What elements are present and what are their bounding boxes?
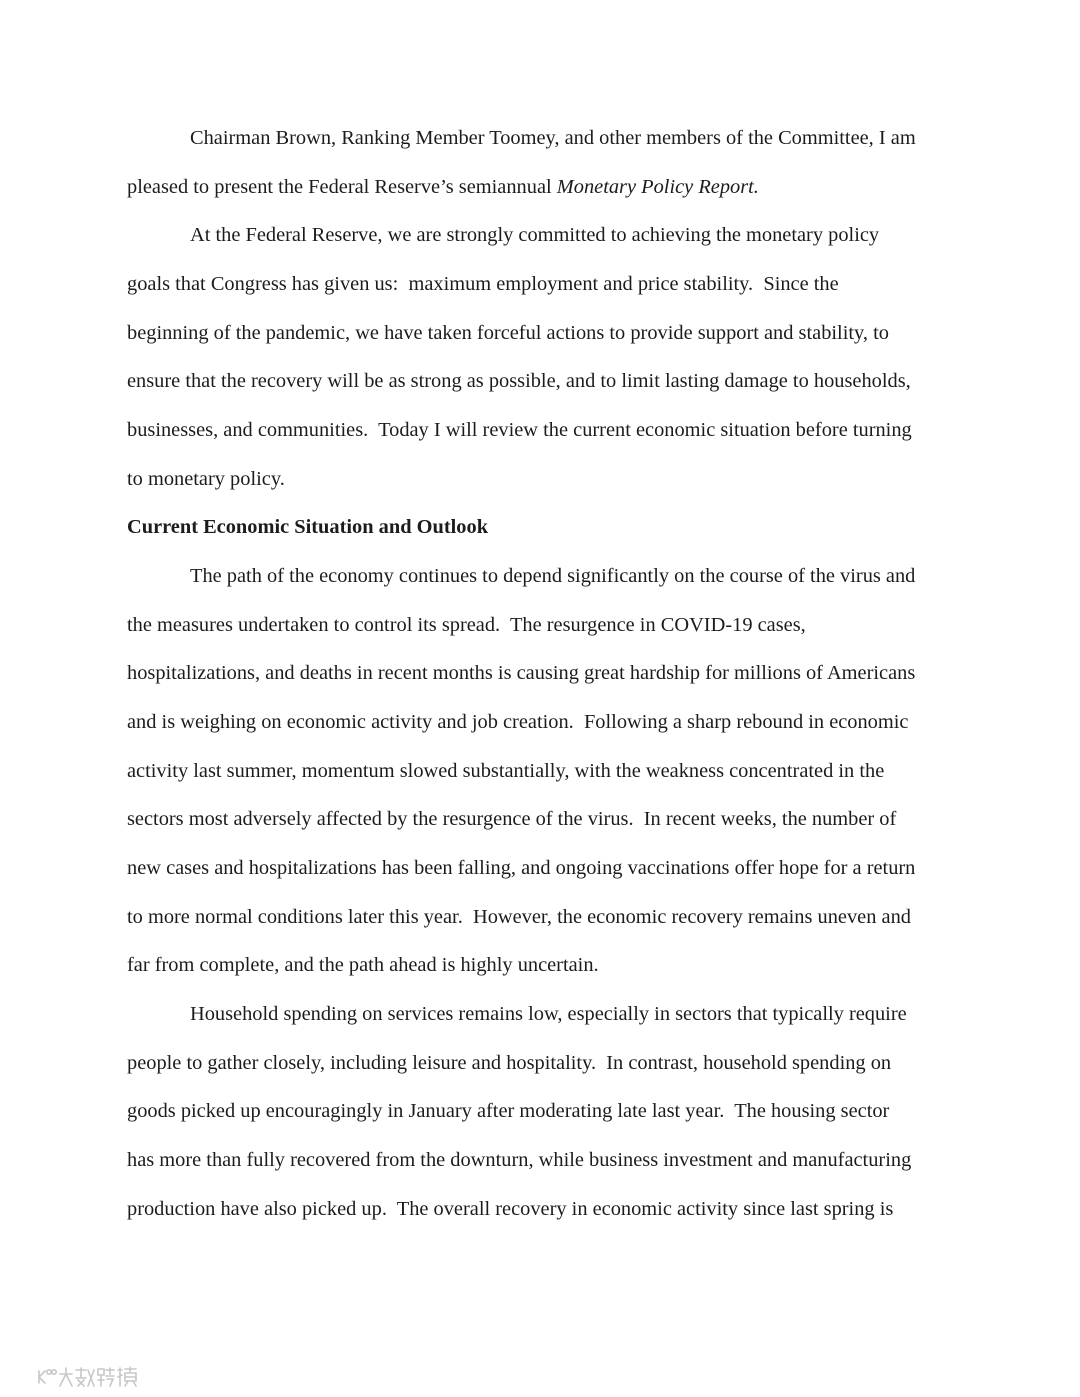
outlook-line: hospitalizations, and deaths in recent months is causing great hardship for millions of Americans bbox=[127, 662, 916, 685]
outlook-line: and is weighing on economic activity and job creation. Following a sharp rebound in economic bbox=[127, 711, 909, 734]
outlook-line: the measures undertaken to control its spread. The resurgence in COVID-19 cases, bbox=[127, 613, 806, 636]
intro-line-2-text: pleased to present the Federal Reserve’s semiannual bbox=[127, 175, 557, 198]
outlook-line: to more normal conditions later this year. However, the economic recovery remains uneven and bbox=[127, 905, 911, 928]
section-heading: Current Economic Situation and Outlook bbox=[127, 516, 489, 539]
outlook-line: activity last summer, momentum slowed substantially, with the weakness concentrated in the bbox=[127, 759, 885, 782]
mandate-line: beginning of the pandemic, we have taken forceful actions to provide support and stability, to bbox=[127, 321, 889, 344]
mandate-line: ensure that the recovery will be as strong as possible, and to limit lasting damage to households, bbox=[127, 370, 911, 393]
intro-line-1: Chairman Brown, Ranking Member Toomey, and other members of the Committee, I am bbox=[190, 127, 916, 149]
spending-line: has more than fully recovered from the downturn, while business investment and manufacturing bbox=[127, 1149, 912, 1172]
spending-line: goods picked up encouragingly in January after moderating late last year. The housing sector bbox=[127, 1100, 890, 1123]
mandate-line: goals that Congress has given us: maximum employment and price stability. Since the bbox=[127, 273, 839, 296]
outlook-line: far from complete, and the path ahead is highly uncertain. bbox=[127, 954, 599, 977]
outlook-line: sectors most adversely affected by the resurgence of the virus. In recent weeks, the number of bbox=[127, 808, 897, 831]
report-title: Monetary Policy Report. bbox=[556, 175, 759, 198]
mandate-line: to monetary policy. bbox=[127, 467, 285, 490]
intro-line-2 bbox=[127, 163, 1027, 212]
spending-line: people to gather closely, including leisure and hospitality. In contrast, household spending on bbox=[127, 1051, 892, 1074]
mandate-line: At the Federal Reserve, we are strongly committed to achieving the monetary policy bbox=[190, 224, 880, 247]
spending-line: production have also picked up. The overall recovery in economic activity since last spring is bbox=[127, 1197, 894, 1220]
mandate-line: businesses, and communities. Today I will review the current economic situation before turning bbox=[127, 419, 912, 442]
watermark-icon bbox=[39, 1371, 45, 1383]
spending-line: Household spending on services remains low, especially in sectors that typically require bbox=[190, 1003, 907, 1026]
watermark-logo bbox=[36, 1362, 146, 1392]
document-body bbox=[127, 114, 1027, 1233]
outlook-line: new cases and hospitalizations has been falling, and ongoing vaccinations offer hope for a return bbox=[127, 857, 916, 880]
outlook-line: The path of the economy continues to depend significantly on the course of the virus and bbox=[190, 565, 916, 588]
